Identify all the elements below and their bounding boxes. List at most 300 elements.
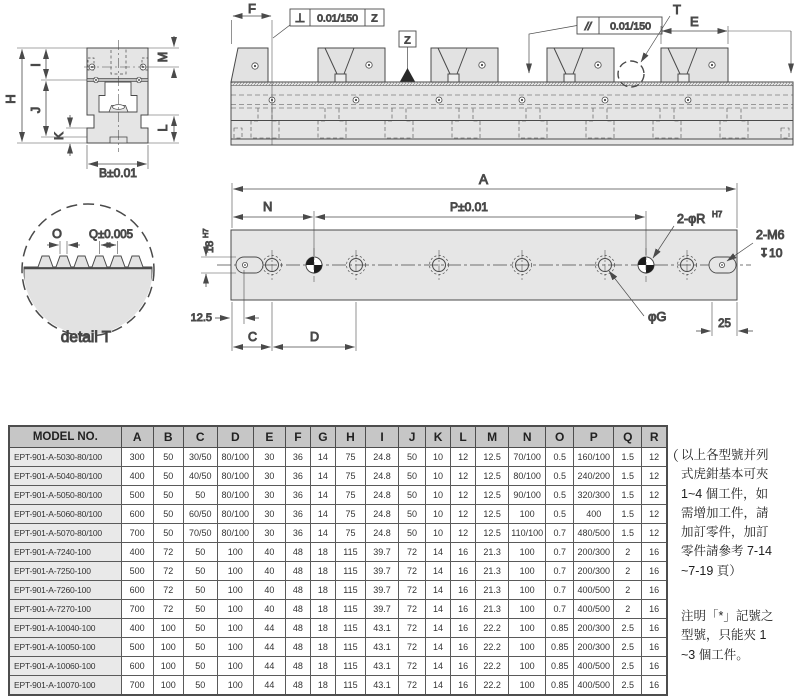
spec-cell: 72 [399, 619, 426, 638]
dim-18-sup: H7 [201, 228, 210, 238]
spec-cell: 115 [335, 543, 365, 562]
spec-cell: 80/100 [217, 448, 253, 467]
para-tolerance-value: 0.01/150 [610, 20, 651, 33]
spec-table-header-row [9, 426, 667, 448]
spec-cell: 50 [153, 524, 183, 543]
spec-cell: 16 [642, 581, 667, 600]
dim-k-label: K [52, 131, 66, 141]
spec-cell: 16 [451, 562, 476, 581]
spec-cell: 16 [451, 600, 476, 619]
table-row [9, 676, 667, 696]
spec-cell: 10 [426, 448, 451, 467]
spec-cell: 100 [217, 581, 253, 600]
spec-cell: 12.5 [476, 505, 509, 524]
spec-cell: 100 [217, 676, 253, 696]
spec-cell: 200/300 [574, 619, 614, 638]
spec-cell: 50 [399, 505, 426, 524]
spec-cell: 48 [285, 638, 310, 657]
spec-cell: 0.7 [546, 524, 574, 543]
spec-cell: 18 [310, 638, 335, 657]
spec-cell: 14 [310, 505, 335, 524]
column-header-R: R [642, 426, 667, 448]
spec-cell: 600 [121, 505, 153, 524]
column-header-O: O [546, 426, 574, 448]
spec-cell: 12 [642, 467, 667, 486]
spec-cell: 72 [399, 562, 426, 581]
column-header-H: H [335, 426, 365, 448]
spec-cell: 14 [426, 638, 451, 657]
spec-cell: 48 [285, 657, 310, 676]
column-header-I: I [365, 426, 398, 448]
spec-cell: 100 [509, 562, 546, 581]
column-header-M: M [476, 426, 509, 448]
spec-cell: 12 [451, 486, 476, 505]
spec-cell: 480/500 [574, 524, 614, 543]
spec-cell: 75 [335, 448, 365, 467]
spec-cell: 14 [310, 486, 335, 505]
notes-panel [665, 446, 800, 665]
spec-cell: 36 [285, 467, 310, 486]
table-row [9, 562, 667, 581]
table-row [9, 486, 667, 505]
spec-cell: 72 [399, 676, 426, 696]
spec-cell: 50 [183, 657, 217, 676]
spec-cell: 18 [310, 676, 335, 696]
note-line: 注明「*」記號之 [681, 609, 774, 624]
spec-cell: 80/100 [217, 524, 253, 543]
spec-cell: 110/100 [509, 524, 546, 543]
dim-b-label: B±0.01 [99, 166, 137, 180]
dim-m-label: M [156, 51, 170, 63]
model-no-cell: EPT-901-A-10050-100 [9, 638, 121, 657]
spec-cell: 50 [183, 619, 217, 638]
model-no-cell: EPT-901-A-7260-100 [9, 581, 121, 600]
column-header-Q: Q [614, 426, 642, 448]
dim-i-label: I [29, 63, 43, 67]
spec-cell: 0.7 [546, 543, 574, 562]
column-header-A: A [121, 426, 153, 448]
note-capacity [668, 446, 800, 581]
spec-cell: 72 [153, 543, 183, 562]
spec-cell: 115 [335, 638, 365, 657]
spec-cell: 14 [426, 600, 451, 619]
spec-cell: 10 [426, 486, 451, 505]
spec-cell: 400 [121, 543, 153, 562]
dim-l-label: L [156, 124, 170, 132]
fixed-jaw [231, 48, 268, 82]
dim-a-label: A [479, 172, 489, 187]
spec-cell: 50 [399, 467, 426, 486]
spec-cell: 12.5 [476, 467, 509, 486]
spec-cell: 1.5 [614, 524, 642, 543]
spec-cell: 115 [335, 619, 365, 638]
table-row [9, 600, 667, 619]
note-open-paren: （ [665, 448, 679, 464]
spec-cell: 50 [183, 676, 217, 696]
detail-caption: detail T [60, 329, 112, 346]
spec-cell: 200/300 [574, 543, 614, 562]
spec-cell: 80/100 [217, 467, 253, 486]
spec-cell: 16 [451, 657, 476, 676]
spec-cell: 16 [642, 676, 667, 696]
column-header-B: B [153, 426, 183, 448]
dim-p-label: P±0.01 [450, 200, 488, 214]
spec-cell: 14 [310, 524, 335, 543]
spec-cell: 70/50 [183, 524, 217, 543]
spec-cell: 2 [614, 543, 642, 562]
spec-cell: 400/500 [574, 657, 614, 676]
table-row [9, 638, 667, 657]
end-slot-right [709, 257, 736, 273]
spec-cell: 36 [285, 486, 310, 505]
spec-cell: 22.2 [476, 619, 509, 638]
spec-cell: 16 [642, 657, 667, 676]
column-header-K: K [426, 426, 451, 448]
note-line: 需增加工件，請 [681, 505, 769, 520]
spec-cell: 2.5 [614, 638, 642, 657]
m6-label: 2-M6 [756, 228, 785, 242]
spec-cell: 14 [310, 448, 335, 467]
spec-cell: 12 [451, 524, 476, 543]
spec-cell: 70/100 [509, 448, 546, 467]
spec-cell: 30 [253, 524, 285, 543]
spec-cell: 30 [253, 467, 285, 486]
spec-cell: 16 [642, 600, 667, 619]
spec-cell: 0.85 [546, 619, 574, 638]
m6-depth-label: ↧10 [759, 246, 783, 260]
spec-cell: 115 [335, 581, 365, 600]
dim-c-label: C [248, 330, 258, 344]
spec-cell: 100 [153, 676, 183, 696]
spec-cell: 72 [399, 543, 426, 562]
dim-o [47, 241, 80, 254]
model-no-cell: EPT-901-A-10070-100 [9, 676, 121, 696]
spec-cell: 2 [614, 562, 642, 581]
spec-cell: 16 [642, 543, 667, 562]
spec-cell: 44 [253, 676, 285, 696]
spec-cell: 48 [285, 581, 310, 600]
spec-cell: 12 [642, 448, 667, 467]
spec-cell: 1.5 [614, 505, 642, 524]
spec-cell: 0.5 [546, 505, 574, 524]
spec-cell: 16 [451, 638, 476, 657]
dim-h-label: H [3, 94, 18, 104]
spec-cell: 1.5 [614, 486, 642, 505]
spec-cell: 2 [614, 600, 642, 619]
spec-cell: 72 [153, 600, 183, 619]
spec-cell: 300 [121, 448, 153, 467]
movable-jaw [431, 48, 498, 82]
spec-cell: 10 [426, 505, 451, 524]
column-header-N: N [509, 426, 546, 448]
spec-cell: 18 [310, 619, 335, 638]
movable-jaw [547, 48, 614, 82]
model-no-header: MODEL NO. [9, 426, 121, 448]
column-header-P: P [574, 426, 614, 448]
spec-cell: 24.8 [365, 448, 398, 467]
spec-cell: 200/300 [574, 638, 614, 657]
spec-cell: 48 [285, 562, 310, 581]
spec-cell: 75 [335, 467, 365, 486]
hole-g-label: φG [648, 309, 667, 324]
spec-cell: 43.1 [365, 676, 398, 696]
spec-cell: 115 [335, 676, 365, 696]
spec-cell: 400 [121, 467, 153, 486]
spec-cell: 14 [426, 676, 451, 696]
table-row [9, 657, 667, 676]
spec-cell: 36 [285, 505, 310, 524]
spec-cell: 0.85 [546, 638, 574, 657]
column-header-G: G [310, 426, 335, 448]
spec-cell: 40/50 [183, 467, 217, 486]
spec-cell: 160/100 [574, 448, 614, 467]
column-header-C: C [183, 426, 217, 448]
spec-cell: 14 [426, 543, 451, 562]
note-line: ~3 個工件。 [681, 647, 749, 662]
spec-cell: 48 [285, 676, 310, 696]
perpendicularity-icon: ⊥ [294, 11, 306, 25]
spec-cell: 50 [399, 448, 426, 467]
detail-t-letter: T [673, 2, 681, 17]
spec-cell: 24.8 [365, 505, 398, 524]
spec-cell: 75 [335, 524, 365, 543]
note-line: 零件請參考 7-14 [681, 544, 772, 559]
note-line: 式虎鉗基本可夾 [681, 467, 769, 482]
spec-cell: 16 [451, 619, 476, 638]
spec-cell: 100 [509, 600, 546, 619]
note-line: 型號，只能夾 1 [681, 628, 767, 643]
spec-cell: 320/300 [574, 486, 614, 505]
spec-cell: 0.5 [546, 467, 574, 486]
spec-table [8, 425, 668, 696]
spec-cell: 100 [217, 600, 253, 619]
spec-cell: 50 [183, 486, 217, 505]
dim-18-label: 18 [204, 240, 216, 253]
spec-cell: 30/50 [183, 448, 217, 467]
spec-cell: 21.3 [476, 543, 509, 562]
side-view [3, 36, 179, 180]
table-row [9, 505, 667, 524]
spec-cell: 0.85 [546, 657, 574, 676]
spec-cell: 50 [153, 467, 183, 486]
spec-cell: 16 [642, 638, 667, 657]
spec-cell: 10 [426, 524, 451, 543]
spec-cell: 22.2 [476, 657, 509, 676]
spec-cell: 90/100 [509, 486, 546, 505]
model-no-cell: EPT-901-A-7250-100 [9, 562, 121, 581]
spec-cell: 0.5 [546, 448, 574, 467]
spec-cell: 72 [153, 581, 183, 600]
spec-cell: 50 [153, 505, 183, 524]
spec-cell: 600 [121, 581, 153, 600]
spec-cell: 44 [253, 638, 285, 657]
spec-cell: 12 [451, 467, 476, 486]
model-no-cell: EPT-901-A-5030-80/100 [9, 448, 121, 467]
hole-r-label: 2-φR [677, 212, 706, 226]
spec-cell: 100 [217, 638, 253, 657]
spec-cell: 115 [335, 562, 365, 581]
spec-cell: 12 [451, 505, 476, 524]
spec-cell: 39.7 [365, 600, 398, 619]
column-header-E: E [253, 426, 285, 448]
spec-cell: 14 [310, 467, 335, 486]
spec-cell: 50 [183, 543, 217, 562]
spec-cell: 48 [285, 619, 310, 638]
column-header-D: D [217, 426, 253, 448]
spec-cell: 10 [426, 467, 451, 486]
spec-cell: 500 [121, 638, 153, 657]
spec-cell: 100 [509, 657, 546, 676]
spec-cell: 14 [426, 657, 451, 676]
spec-cell: 40 [253, 581, 285, 600]
spec-cell: 200/300 [574, 562, 614, 581]
spec-cell: 75 [335, 486, 365, 505]
note-line: ~7-19 頁） [681, 563, 742, 578]
front-view [231, 1, 793, 145]
table-row [9, 524, 667, 543]
note-line: 加訂零件，加訂 [681, 525, 769, 540]
spec-cell: 700 [121, 524, 153, 543]
spec-cell: 18 [310, 581, 335, 600]
dim-f-label: F [248, 1, 256, 16]
model-no-cell: EPT-901-A-5040-80/100 [9, 467, 121, 486]
spec-cell: 50 [153, 448, 183, 467]
spec-cell: 21.3 [476, 600, 509, 619]
model-no-cell: EPT-901-A-7240-100 [9, 543, 121, 562]
table-row [9, 467, 667, 486]
spec-cell: 115 [335, 657, 365, 676]
spec-cell: 44 [253, 657, 285, 676]
spec-cell: 39.7 [365, 581, 398, 600]
spec-cell: 80/100 [217, 505, 253, 524]
note-line: 1~4 個工件，如 [681, 486, 769, 501]
movable-jaw [661, 48, 728, 82]
spec-cell: 75 [335, 505, 365, 524]
spec-cell: 2.5 [614, 676, 642, 696]
spec-cell: 48 [285, 600, 310, 619]
dim-o-label: O [52, 227, 62, 241]
spec-cell: 0.7 [546, 562, 574, 581]
note-asterisk [668, 607, 800, 665]
column-header-J: J [399, 426, 426, 448]
spec-cell: 72 [399, 581, 426, 600]
model-no-cell: EPT-901-A-5060-80/100 [9, 505, 121, 524]
spec-cell: 21.3 [476, 562, 509, 581]
spec-cell: 80/100 [509, 467, 546, 486]
column-header-F: F [285, 426, 310, 448]
spec-cell: 22.2 [476, 638, 509, 657]
table-row [9, 581, 667, 600]
spec-cell: 100 [217, 657, 253, 676]
perp-datum-ref: Z [371, 12, 378, 25]
datum-z-flag [399, 31, 416, 82]
spec-cell: 500 [121, 486, 153, 505]
dim-q [100, 241, 118, 254]
spec-cell: 60/50 [183, 505, 217, 524]
spec-cell: 0.7 [546, 600, 574, 619]
spec-cell: 30 [253, 448, 285, 467]
spec-cell: 72 [399, 600, 426, 619]
spec-cell: 0.7 [546, 581, 574, 600]
spec-cell: 36 [285, 448, 310, 467]
spec-cell: 36 [285, 524, 310, 543]
spec-cell: 600 [121, 657, 153, 676]
spec-cell: 240/200 [574, 467, 614, 486]
spec-cell: 16 [451, 676, 476, 696]
spec-cell: 72 [399, 638, 426, 657]
spec-cell: 18 [310, 543, 335, 562]
spec-cell: 40 [253, 543, 285, 562]
spec-cell: 80/100 [217, 486, 253, 505]
spec-cell: 39.7 [365, 543, 398, 562]
spec-cell: 16 [642, 562, 667, 581]
spec-cell: 100 [509, 619, 546, 638]
spec-cell: 700 [121, 600, 153, 619]
spec-cell: 24.8 [365, 486, 398, 505]
table-row [9, 619, 667, 638]
perpendicularity-frame [273, 9, 384, 38]
model-no-cell: EPT-901-A-5070-80/100 [9, 524, 121, 543]
end-slot-left [236, 257, 263, 273]
model-no-cell: EPT-901-A-5050-80/100 [9, 486, 121, 505]
spec-cell: 400 [121, 619, 153, 638]
table-row [9, 448, 667, 467]
spec-cell: 100 [509, 638, 546, 657]
spec-cell: 12.5 [476, 448, 509, 467]
spec-cell: 18 [310, 600, 335, 619]
spec-cell: 12 [642, 505, 667, 524]
spec-cell: 21.3 [476, 581, 509, 600]
plan-view [191, 172, 785, 351]
spec-cell: 400/500 [574, 581, 614, 600]
spec-cell: 43.1 [365, 657, 398, 676]
spec-cell: 100 [217, 619, 253, 638]
spec-cell: 500 [121, 562, 153, 581]
spec-cell: 39.7 [365, 562, 398, 581]
dim-25-label: 25 [718, 318, 731, 330]
spec-cell: 12 [451, 448, 476, 467]
spec-cell: 72 [153, 562, 183, 581]
spec-cell: 30 [253, 505, 285, 524]
spec-cell: 14 [426, 562, 451, 581]
dim-125-label: 12.5 [190, 312, 212, 324]
dim-e-label: E [690, 14, 699, 29]
spec-cell: 44 [253, 619, 285, 638]
spec-cell: 100 [509, 581, 546, 600]
spec-cell: 100 [509, 543, 546, 562]
model-no-cell: EPT-901-A-10060-100 [9, 657, 121, 676]
spec-cell: 115 [335, 600, 365, 619]
spec-cell: 0.5 [546, 486, 574, 505]
table-row [9, 543, 667, 562]
spec-cell: 50 [183, 581, 217, 600]
spec-cell: 24.8 [365, 524, 398, 543]
spec-cell: 14 [426, 619, 451, 638]
spec-cell: 700 [121, 676, 153, 696]
spec-cell: 18 [310, 657, 335, 676]
spec-table-body [9, 448, 667, 696]
spec-cell: 40 [253, 600, 285, 619]
spec-cell: 100 [509, 505, 546, 524]
spec-cell: 48 [285, 543, 310, 562]
spec-cell: 50 [183, 562, 217, 581]
dim-q-label: Q±0.005 [89, 229, 134, 241]
dim-d-label: D [310, 330, 320, 344]
spec-cell: 50 [399, 524, 426, 543]
spec-cell: 2 [614, 581, 642, 600]
dim-n-label: N [263, 199, 273, 214]
spec-cell: 16 [642, 619, 667, 638]
